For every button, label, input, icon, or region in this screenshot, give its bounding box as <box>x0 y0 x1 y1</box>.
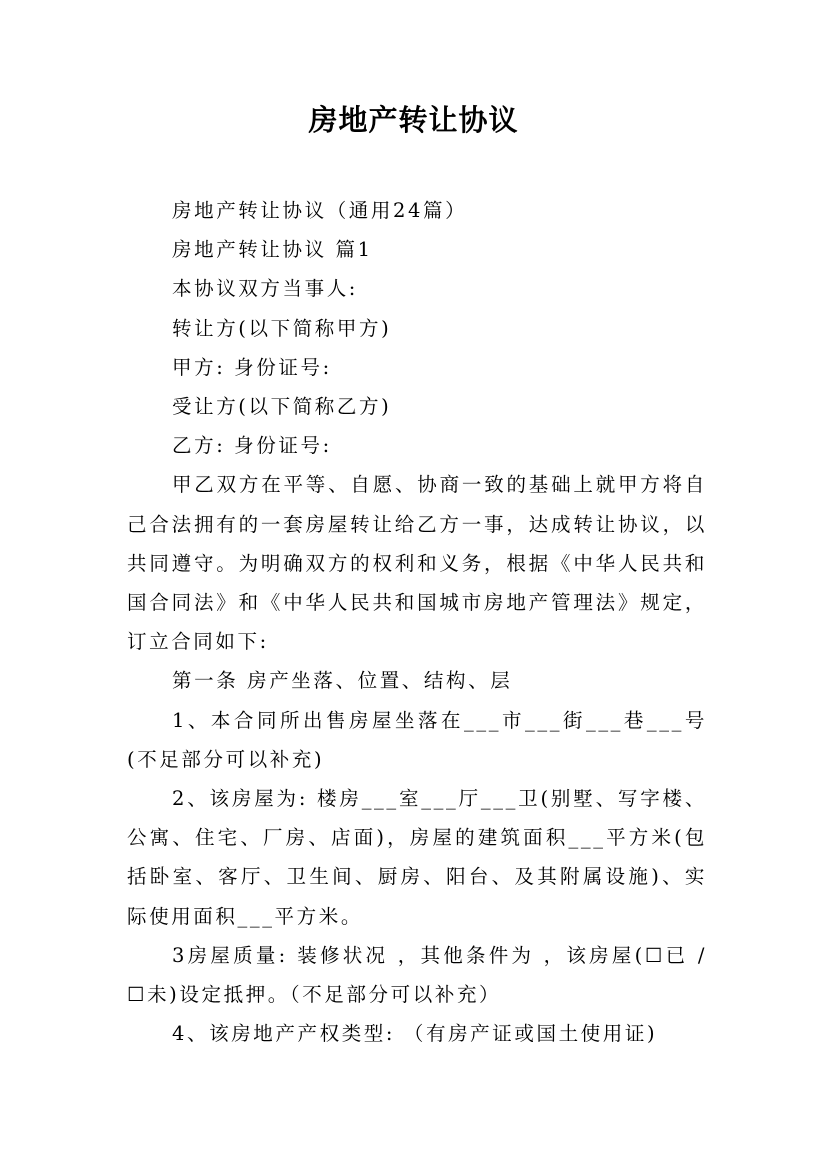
paragraph-transferor: 转让方(以下简称甲方) <box>172 316 392 340</box>
paragraph-clause-house-type: 2、该房屋为: 楼房___室___厅___卫(别墅、写字楼、公寓、住宅、厂房、店面)，房屋的建筑面积___平方米(包括卧室、客厅、卫生间、厨房、阳台、及其附属设施)、实际使用面积___平方米。 <box>127 787 707 928</box>
paragraph-clause-location: 1、本合同所出售房屋坐落在___市___街___巷___号(不足部分可以补充) <box>127 708 707 771</box>
paragraph-transferee: 受让方(以下简称乙方) <box>172 395 392 419</box>
paragraph-section-heading: 房地产转让协议 篇1 <box>172 238 373 262</box>
paragraph-clause-title-type: 4、该房地产产权类型: （有房产证或国土使用证) <box>172 1022 658 1046</box>
paragraph-article-one: 第一条 房产坐落、位置、结构、层 <box>172 669 513 693</box>
paragraph-subtitle: 房地产转让协议（通用24篇） <box>172 199 468 222</box>
paragraph-party-b-id: 乙方: 身份证号: <box>172 434 332 458</box>
paragraph-clause-quality: 3房屋质量: 装修状况 ，其他条件为 ，该房屋(☐已 /☐未)设定抵押。（不足部分可以补充） <box>127 943 707 1007</box>
document-body <box>127 191 707 1053</box>
paragraph-preamble: 甲乙双方在平等、自愿、协商一致的基础上就甲方将自己合法拥有的一套房屋转让给乙方一事，达成转让协议，以共同遵守。为明确双方的权利和义务，根据《中华人民共和国合同法》和《中华人民共和国城市房地产管理法》规定，订立合同如下: <box>127 473 707 654</box>
paragraph-party-a-id: 甲方: 身份证号: <box>172 355 332 379</box>
document-title: 房地产转让协议 <box>308 103 519 137</box>
paragraph-parties-intro: 本协议双方当事人: <box>172 277 358 301</box>
